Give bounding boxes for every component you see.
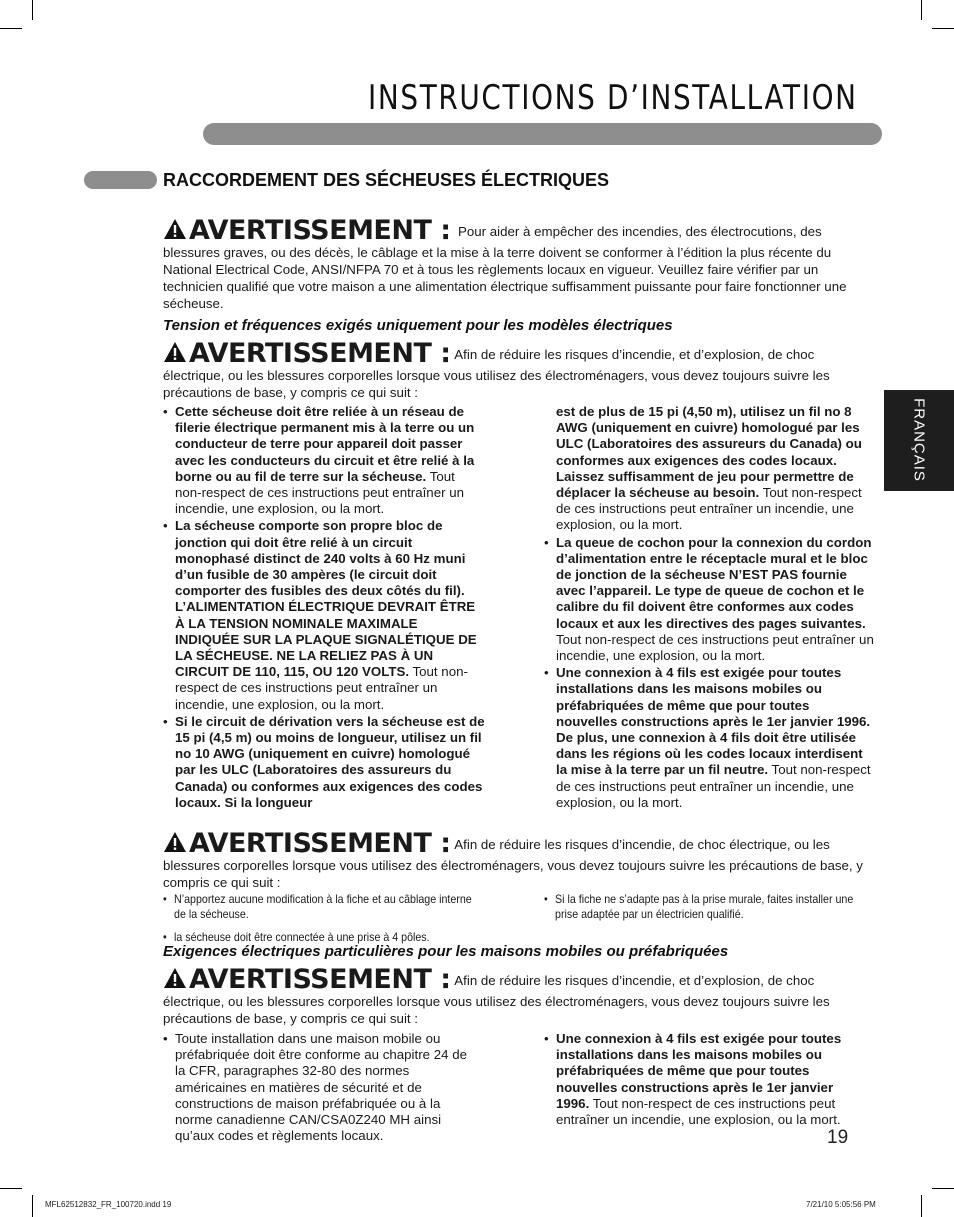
list-item: • Si la fiche ne s’adapte pas à la prise murale, faites installer une prise adaptée par un électricien qualifié. (544, 892, 861, 922)
list-item: • Une connexion à 4 fils est exigée pour toutes installations dans les maisons mobiles ou préfabriquées de même que pour toutes nouvelles constructions après le 1er janvier 1996. De plus, une connexion à 4 fils doit être utilisée dans les régions où les codes locaux interdisent la mise à la terre par un fil neutre. Tout non-respect de ces instructions peut entraîner un incendie, une explosion, ou la mort. (544, 665, 874, 811)
warning-text: Afin de réduire les risques d’incendie, et d’explosion, de choc électrique, ou les blessures corporelles lorsque vous utilisez des électroménagers, vous devez toujours suivre les précautions de base, y compris ce qui suit : (163, 973, 830, 1026)
page-title: INSTRUCTIONS D’INSTALLATION (368, 78, 858, 118)
warning-label: AVERTISSEMENT : (189, 215, 451, 246)
section-title: RACCORDEMENT DES SÉCHEUSES ÉLECTRIQUES (163, 170, 610, 190)
crop-mark (0, 1188, 22, 1189)
list-item: • Si le circuit de dérivation vers la sécheuse est de 15 pi (4,5 m) ou moins de longueur, utilisez un fil no 10 AWG (uniquement en cuivre) homologué par les ULC (Laboratoires des assureurs du Canada) ou conformes aux exigences des codes locaux. Si la longueur (163, 714, 485, 811)
crop-mark (0, 28, 22, 29)
language-tab-label: FRANÇAIS (910, 398, 928, 482)
warning2-right-column (544, 404, 874, 812)
crop-mark (32, 1195, 33, 1217)
warning-triangle-icon (163, 218, 187, 240)
warning-block-2 (163, 340, 875, 401)
warning-label: AVERTISSEMENT : (189, 338, 451, 369)
list-item: • N’apportez aucune modification à la fiche et au câblage interne de la sécheuse. (163, 892, 480, 922)
warning2-left-column (163, 404, 485, 812)
warning-block-1 (163, 217, 875, 312)
subheading-mobile-homes: Exigences électriques particulières pour les maisons mobiles ou préfabriquées (163, 943, 729, 960)
list-item: • La sécheuse comporte son propre bloc de jonction qui doit être relié à un circuit monophasé distinct de 240 volts à 60 Hz muni d’un fusible de 30 ampères (le circuit doit comporter des fusibles des deux côtés du fil). L’ALIMENTATION ÉLECTRIQUE DEVRAIT ÊTRE À LA TENSION NOMINALE MAXIMALE INDIQUÉE SUR LA PLAQUE SIGNALÉTIQUE DE LA SÉCHEUSE. NE LA RELIEZ PAS À UN CIRCUIT DE 110, 115, OU 120 VOLTS. Tout non-respect de ces instructions peut entraîner un incendie, une explosion, ou la mort. (163, 518, 485, 712)
crop-mark (921, 0, 922, 20)
warning-text: Afin de réduire les risques d’incendie, et d’explosion, de choc électrique, ou les blessures corporelles lorsque vous utilisez des électroménagers, vous devez toujours suivre les précautions de base, y compris ce qui suit : (163, 347, 830, 400)
warning-triangle-icon (163, 831, 187, 853)
list-item: • la sécheuse doit être connectée à une prise à 4 pôles. (163, 930, 480, 945)
section-pill (84, 171, 157, 189)
list-item: est de plus de 15 pi (4,50 m), utilisez un fil no 8 AWG (uniquement en cuivre) homologué par les ULC (Laboratoires des assureurs du Canada) ou conformes aux exigences des codes locaux. Laissez suffisamment de jeu pour permettre de déplacer la sécheuse au besoin. Tout non-respect de ces instructions peut entraîner un incendie, une explosion, ou la mort. (556, 404, 862, 533)
crop-mark (32, 0, 33, 20)
warning-triangle-icon (163, 341, 187, 363)
list-item: • La queue de cochon pour la connexion du cordon d’alimentation entre le réceptacle mural et le bloc de jonction de la sécheuse N’EST PAS fournie avec l’appareil. Le type de queue de cochon et le calibre du fil doivent être conformes aux codes locaux et aux les directives des pages suivantes. Tout non-respect de ces instructions peut entraîner un incendie, une explosion, ou la mort. (544, 535, 874, 665)
header-bar (203, 123, 882, 145)
crop-mark (932, 28, 954, 29)
list-item: • Toute installation dans une maison mobile ou préfabriquée doit être conforme au chapitre 24 de la CFR, paragraphes 32-80 des normes américaines en matières de sécurité et de constructions de maison préfabriquée ou à la norme canadienne CAN/CSA0Z240 MH ainsi qu’aux codes et règlements locaux. (163, 1031, 481, 1144)
warning4-left-column (163, 1031, 481, 1145)
warning-block-4 (163, 966, 875, 1027)
warning-label: AVERTISSEMENT : (189, 828, 451, 859)
page-number: 19 (827, 1127, 849, 1148)
warning3-right-column (544, 892, 861, 923)
crop-mark (932, 1188, 954, 1189)
list-item: • Cette sécheuse doit être reliée à un réseau de filerie électrique permanent mis à la terre ou un conducteur de terre pour appareil doit passer avec les conducteurs du circuit et être relié à la borne ou au fil de terre sur la sécheuse. Tout non-respect de ces instructions peut entraîner un incendie, une explosion, ou la mort. (163, 404, 485, 517)
warning-text: Afin de réduire les risques d’incendie, de choc électrique, ou les blessures corporelles lorsque vous utilisez des électroménagers, vous devez toujours suivre les précautions de base, y compris ce qui suit : (163, 837, 863, 890)
warning-label: AVERTISSEMENT : (189, 964, 451, 995)
subheading-voltage: Tension et fréquences exigés uniquement pour les modèles électriques (163, 317, 673, 334)
crop-mark (921, 1195, 922, 1217)
warning-text: Pour aider à empêcher des incendies, des électrocutions, des blessures graves, ou des décès, le câblage et la mise à la terre doivent se conformer à l’édition la plus récente du National Electrical Code, ANSI/NFPA 70 et à tous les règlements locaux en vigueur. Veuillez faire vérifier par un technicien qualifié que votre maison a une alimentation électrique suffisamment puissante pour faire fonctionner une sécheuse. (163, 224, 847, 311)
footer-file-info: MFL62512832_FR_100720.indd 19 (45, 1200, 172, 1209)
warning4-right-column (544, 1031, 856, 1129)
footer-timestamp: 7/21/10 5:05:56 PM (806, 1200, 876, 1209)
language-tab (884, 390, 954, 491)
list-item: • Une connexion à 4 fils est exigée pour toutes installations dans les maisons mobiles ou préfabriquées de même que pour toutes nouvelles constructions après le 1er janvier 1996. Tout non-respect de ces instructions peut entraîner un incendie, une explosion, ou la mort. (544, 1031, 856, 1128)
warning3-left-column (163, 892, 480, 946)
warning-block-3 (163, 830, 875, 891)
warning-triangle-icon (163, 967, 187, 989)
